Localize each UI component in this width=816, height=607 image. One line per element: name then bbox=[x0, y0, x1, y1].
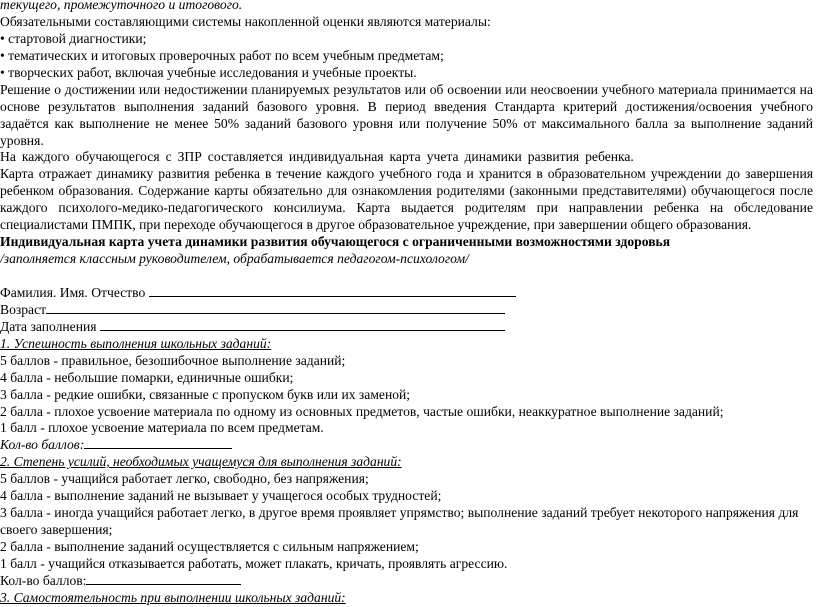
score-line bbox=[86, 573, 241, 585]
materials-item: • творческих работ, включая учебные исследования и учебные проекты. bbox=[0, 64, 417, 80]
intro-top-fragment: текущего, промежуточного и итогового. bbox=[0, 0, 243, 12]
criteria-item: 5 баллов - правильное, безошибочное выполнение заданий; bbox=[0, 352, 346, 368]
name-field-label: Фамилия. Имя. Отчество bbox=[0, 284, 149, 300]
blank-line bbox=[0, 268, 813, 285]
criteria-item: 3 балла - редкие ошибки, связанные с пропуском букв или их заменой; bbox=[0, 386, 411, 402]
materials-item: • тематических и итоговых проверочных работ по всем учебным предметам; bbox=[0, 47, 444, 63]
score-field bbox=[0, 573, 813, 590]
date-field bbox=[0, 319, 813, 336]
age-field-line bbox=[46, 302, 505, 314]
card-paragraph-line: каждого психолого-медико-педагогического консилиума. Карта выдается родителям при направлении ребенка на обследование bbox=[0, 200, 813, 216]
criteria-item: 5 баллов - учащийся работает легко, свободно, без напряжения; bbox=[0, 471, 369, 487]
date-field-label: Дата заполнения bbox=[0, 318, 100, 334]
materials-heading: Обязательными составляющими системы накопленной оценки являются материалы: bbox=[0, 13, 491, 29]
age-field-label: Возраст bbox=[0, 301, 47, 317]
score-label: Кол-во баллов: bbox=[0, 572, 87, 588]
criteria-item: 1 балл - учащийся отказывается работать, может плакать, кричать, проявлять агрессию. bbox=[0, 555, 508, 571]
card-paragraph-line: ребенком образования. Содержание карты обязательно для ознакомления родителями (законными представителями) обучающегося после bbox=[0, 183, 813, 199]
card-paragraph-line: специалистами ПМПК, при переходе обучающегося в другое образовательное учреждение, при завершении общего образования. bbox=[0, 217, 752, 233]
criteria-item: своего завершения; bbox=[0, 522, 113, 538]
score-label: Кол-во баллов: bbox=[0, 437, 85, 453]
section-heading: 2. Степень усилий, необходимых учащемуся для выполнения заданий: bbox=[0, 454, 402, 470]
score-line bbox=[84, 437, 232, 449]
age-field bbox=[0, 302, 813, 319]
section-heading: 1. Успешность выполнения школьных заданий: bbox=[0, 335, 272, 351]
name-field bbox=[0, 285, 813, 302]
decision-paragraph-line: основе результатов выполнения заданий базового уровня. В период введения Стандарта критерий достижения/освоения учебного bbox=[0, 98, 813, 114]
zpr-paragraph: На каждого обучающегося с ЗПР составляется индивидуальная карта учета динамики развития ребенка. bbox=[0, 149, 634, 165]
criteria-item: 2 балла - выполнение заданий осуществляется с сильным напряжением; bbox=[0, 539, 419, 554]
card-paragraph-line: Карта отражает динамику развития ребенка в течение каждого учебного года и хранится в образовательном учреждении до завершения bbox=[0, 166, 813, 182]
criteria-item: 3 балла - иногда учащийся работает легко, в другое время проявляет упрямство; выполнение заданий требует некоторого напряжения для bbox=[0, 505, 799, 521]
score-field bbox=[0, 437, 813, 454]
card-subtitle: /заполняется классным руководителем, обрабатывается педагогом-психологом/ bbox=[0, 251, 469, 267]
decision-paragraph-line: уровня. bbox=[0, 132, 44, 148]
criteria-item: 4 балла - небольшие помарки, единичные ошибки; bbox=[0, 369, 294, 385]
name-field-line bbox=[149, 285, 516, 297]
section-heading: 3. Самостоятельность при выполнении школьных заданий: bbox=[0, 589, 346, 605]
decision-paragraph-line: задаётся как выполнение не менее 50% заданий базового уровня или получение 50% от максимального балла за выполнение заданий bbox=[0, 115, 813, 131]
criteria-item: 1 балл - плохое усвоение материала по всем предметам. bbox=[0, 420, 324, 436]
card-title: Индивидуальная карта учета динамики развития обучающегося с ограниченными возможностями здоровья bbox=[0, 234, 671, 250]
decision-paragraph-line: Решение о достижении или недостижении планируемых результатов или об освоении или неосвоении учебного материала принимается на bbox=[0, 81, 813, 97]
criteria-item: 4 балла - выполнение заданий не вызывает у учащегося особых трудностей; bbox=[0, 488, 442, 504]
criteria-item: 2 балла - плохое усвоение материала по одному из основных предметов, частые ошибки, неаккуратное выполнение заданий; bbox=[0, 403, 724, 419]
date-field-line bbox=[100, 319, 505, 331]
materials-item: • стартовой диагностики; bbox=[0, 30, 147, 46]
